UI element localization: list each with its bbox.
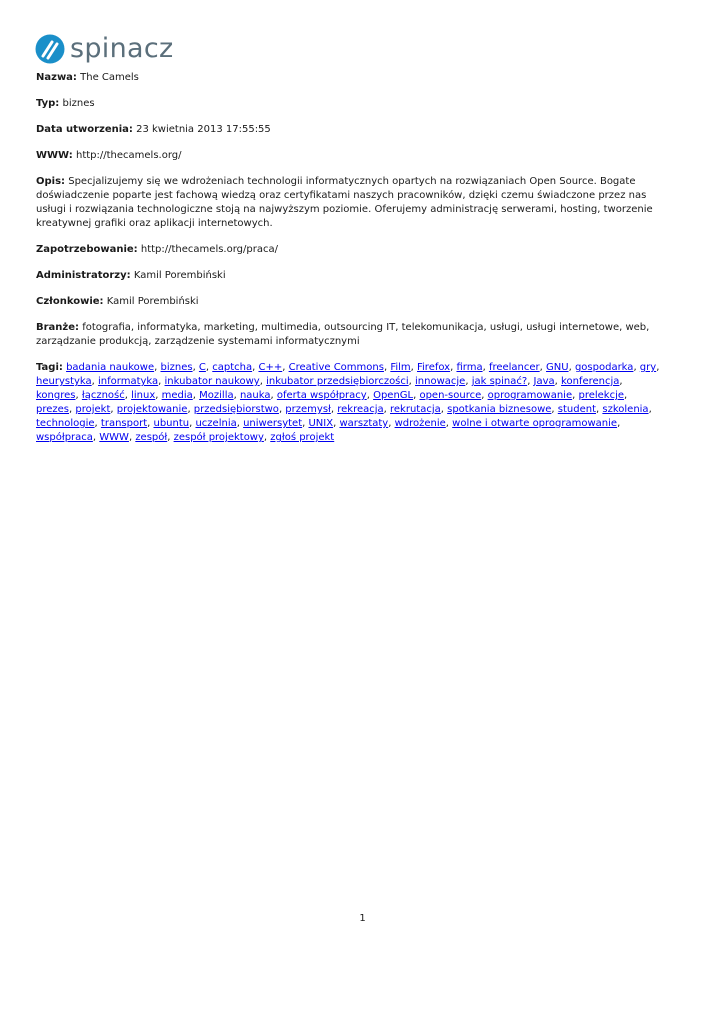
tag-link[interactable]: freelancer	[488, 362, 540, 373]
tag-link[interactable]: oferta współpracy	[276, 390, 367, 401]
tag-link[interactable]: konferencja	[561, 376, 620, 387]
field-label: WWW:	[36, 150, 73, 161]
tag-link[interactable]: inkubator przedsiębiorczości	[266, 376, 409, 387]
tag-link[interactable]: spotkania biznesowe	[447, 404, 552, 415]
tag-link[interactable]: projektowanie	[116, 404, 188, 415]
field-members	[36, 295, 666, 309]
field-value: http://thecamels.org/praca/	[140, 244, 278, 255]
tag-link[interactable]: oprogramowanie	[487, 390, 573, 401]
field-administrators	[36, 269, 666, 283]
field-label: Data utworzenia:	[36, 124, 133, 135]
tag-link[interactable]: Firefox	[417, 362, 451, 373]
tag-link[interactable]: OpenGL	[373, 390, 414, 401]
tag-link[interactable]: linux	[131, 390, 156, 401]
details-section	[36, 71, 666, 457]
tag-link[interactable]: łączność	[81, 390, 125, 401]
field-value: fotografia, informatyka, marketing, multimedia, outsourcing IT, telekomunikacja, usługi, usługi internetowe, web, zarządzanie produkcją, zarządzenie systemami informatycznymi	[36, 322, 650, 347]
tags-label: Tagi:	[36, 362, 63, 373]
tag-link[interactable]: przedsiębiorstwo	[193, 404, 279, 415]
field-value: 23 kwietnia 2013 17:55:55	[136, 124, 271, 135]
tag-link[interactable]: badania naukowe	[66, 362, 155, 373]
tag-link[interactable]: C++	[258, 362, 283, 373]
tag-link[interactable]: technologie	[36, 418, 95, 429]
tag-link[interactable]: firma	[456, 362, 483, 373]
field-value: Kamil Porembiński	[106, 296, 199, 307]
field-label: Zapotrzebowanie:	[36, 244, 138, 255]
field-label: Opis:	[36, 176, 66, 187]
tag-link[interactable]: prezes	[36, 404, 70, 415]
tag-link[interactable]: transport	[100, 418, 148, 429]
tag-link[interactable]: szkolenia	[602, 404, 649, 415]
field-label: Branże:	[36, 322, 80, 333]
tag-link[interactable]: zespół	[135, 432, 168, 443]
field-type	[36, 97, 666, 111]
field-description	[36, 175, 666, 231]
field-value: http://thecamels.org/	[75, 150, 182, 161]
tag-link[interactable]: informatyka	[98, 376, 159, 387]
field-value: The Camels	[80, 72, 139, 83]
tag-link[interactable]: zgłoś projekt	[270, 432, 335, 443]
tag-link[interactable]: open-source	[419, 390, 482, 401]
tag-link[interactable]: innowacje	[415, 376, 466, 387]
tag-link[interactable]: Mozilla	[199, 390, 234, 401]
tag-link[interactable]: Film	[390, 362, 411, 373]
tag-link[interactable]: captcha	[212, 362, 253, 373]
tag-link[interactable]: kongres	[36, 390, 76, 401]
tag-link[interactable]: gry	[639, 362, 657, 373]
tag-link[interactable]: biznes	[160, 362, 193, 373]
tag-link[interactable]: zespół projektowy	[173, 432, 264, 443]
tag-link[interactable]: rekrutacja	[390, 404, 441, 415]
field-label: Członkowie:	[36, 296, 104, 307]
tag-link[interactable]: uczelnia	[195, 418, 237, 429]
field-label: Nazwa:	[36, 72, 77, 83]
tag-link[interactable]: media	[161, 390, 193, 401]
tag-link[interactable]: przemysł	[285, 404, 331, 415]
tag-link[interactable]: inkubator naukowy	[164, 376, 260, 387]
site-logo[interactable]	[35, 33, 173, 65]
tag-link[interactable]: Java	[533, 376, 555, 387]
brand-name: spinacz	[70, 33, 174, 64]
tag-link[interactable]: Creative Commons	[288, 362, 384, 373]
paperclip-logo-icon	[35, 34, 65, 64]
field-industries	[36, 321, 666, 349]
tag-link[interactable]: nauka	[239, 390, 271, 401]
page-number: 1	[359, 913, 366, 924]
field-value: Kamil Porembiński	[133, 270, 226, 281]
tag-link[interactable]: współpraca	[36, 432, 93, 443]
tags-field: Tagi: badania naukowe, biznes, C, captcha, C++, Creative Commons, Film, Firefox, firma, freelancer, GNU, gospodarka, gry, heurystyka, informatyka, inkubator naukowy, inkubator przedsiębiorczości, innowacje, jak spinać?, Java, konferencja, kongres, łączność, linux, media, Mozilla, nauka, oferta współpracy, OpenGL, open-source, oprogramowanie, prelekcje, prezes, projekt, projektowanie, przedsiębiorstwo, przemysł, rekreacja, rekrutacja, spotkania biznesowe, student, szkolenia, technologie, transport, ubuntu, uczelnia, uniwersytet, UNIX, warsztaty, wdrożenie, wolne i otwarte oprogramowanie, współpraca, WWW, zespół, zespół projektowy, zgłoś projekt	[36, 362, 660, 443]
field-value: Specjalizujemy się we wdrożeniach technologii informatycznych opartych na rozwiązaniach Open Source. Bogate doświadczenie poparte jest fachową wiedzą oraz certyfikatami naszych pracowników, dzięki czemu świadczone przez nas usługi i rozwiązania technologiczne stoją na najwyższym poziomie. Oferujemy administrację serwerami, hosting, tworzenie kreatywnej grafiki oraz aplikacji internetowych.	[36, 176, 653, 229]
tag-link[interactable]: heurystyka	[36, 376, 92, 387]
tag-link[interactable]: student	[557, 404, 597, 415]
field-demand	[36, 243, 666, 257]
tag-link[interactable]: wolne i otwarte oprogramowanie	[452, 418, 618, 429]
tag-link[interactable]: C	[198, 362, 206, 373]
field-label: Typ:	[36, 98, 60, 109]
field-www	[36, 149, 666, 163]
tag-link[interactable]: GNU	[546, 362, 569, 373]
field-value: biznes	[62, 98, 95, 109]
field-name	[36, 71, 666, 85]
tag-link[interactable]: projekt	[75, 404, 111, 415]
tag-link[interactable]: jak spinać?	[471, 376, 528, 387]
tag-link[interactable]: UNIX	[308, 418, 334, 429]
tag-link[interactable]: rekreacja	[337, 404, 384, 415]
tag-link[interactable]: prelekcje	[578, 390, 625, 401]
tag-link[interactable]: wdrożenie	[394, 418, 446, 429]
tag-link[interactable]: uniwersytet	[243, 418, 303, 429]
tag-link[interactable]: warsztaty	[339, 418, 389, 429]
field-label: Administratorzy:	[36, 270, 131, 281]
tag-link[interactable]: gospodarka	[574, 362, 634, 373]
field-created	[36, 123, 666, 137]
tag-link[interactable]: ubuntu	[153, 418, 190, 429]
tag-link[interactable]: WWW	[99, 432, 129, 443]
